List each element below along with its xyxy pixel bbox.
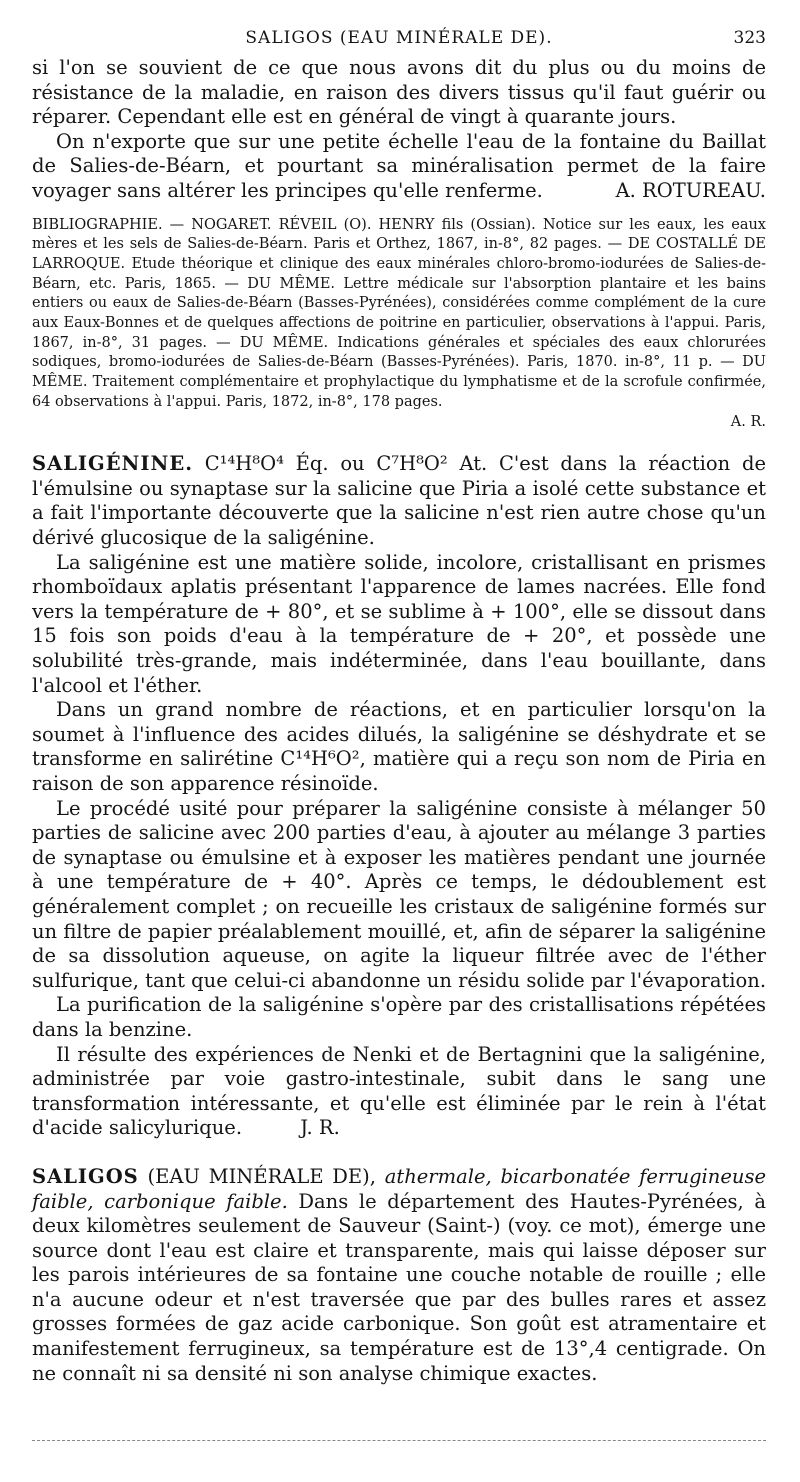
paragraph: On n'exporte que sur une petite échelle l'eau de la fontaine du Baillat de Salies-de-Béarn, et pourtant sa minéralisation permet de la faire voyager sans altérer les principes qu'elle renferme.: [32, 129, 766, 202]
bibliography-label: BIBLIOGRAPHIE.: [32, 216, 163, 233]
paragraph: Dans un grand nombre de réactions, et en particulier lorsqu'on la soumet à l'influence des acides dilués, la saligénine se déshydrate et se transforme en salirétine C¹⁴H⁶O², matière qui a reçu son nom de Piria en raison de son apparence résinoïde.: [32, 698, 766, 796]
paragraph: Le procédé usité pour préparer la saligénine consiste à mélanger 50 parties de salicine avec 200 parties d'eau, à ajouter au mélange 3 parties de synaptase ou émulsine et à exposer les matières pendant une journée à une température de + 40°. Après ce temps, le dédoublement est généralement complet ; on recueille les cristaux de saligénine formés sur un filtre de papier préalablement mouillé, et, afin de séparer la saligénine de sa dissolution aqueuse, on agite la liqueur filtrée avec de l'éther sulfurique, tant que celui-ci abandonne un résidu solide par l'évaporation.: [32, 796, 767, 992]
entry-qualifiers: athermale, bicarbonatée ferrugineuse faible, carbonique faible.: [32, 1164, 766, 1213]
paragraph: Dans le département des Hautes-Pyrénées, à deux kilomètres seulement de Sauveur (Saint-) (voy. ce mot), émerge une source dont l'eau est claire et transparente, mais qui laisse déposer sur les parois intérieures de sa fontaine une couche notable de rouille ; elle n'a aucune odeur et n'est traversée que par des bulles rares et assez grosses formées de gaz acide carbonique. Son goût est atramentaire et manifestement ferrugineux, sa température est de 13°,4 centigrade. On ne connaît ni sa densité ni son analyse chimique exactes.: [32, 1189, 766, 1385]
paragraph: La purification de la saligénine s'opère par des cristallisations répétées dans la benzine.: [32, 993, 766, 1041]
entry-saligenine: [32, 452, 766, 1141]
bibliography-signature: A. R.: [730, 413, 766, 430]
entry-headword: SALIGÉNINE.: [32, 452, 193, 476]
paragraph: La saligénine est une matière solide, incolore, cristallisant en prismes rhomboïdaux aplatis présentant l'apparence de lames nacrées. Elle fond vers la température de + 80°, et se sublime à + 100°, elle se dissout dans 15 fois son poids d'eau à la température de + 20°, et possède une solubilité très-grande, mais indéterminée, dans l'eau bouillante, dans l'alcool et l'éther.: [32, 550, 766, 697]
document-page: [32, 28, 766, 1386]
entry-saligos: [32, 1165, 766, 1386]
entry-lead: (EAU MINÉRALE DE),: [147, 1164, 376, 1188]
running-title: SALIGOS (EAU MINÉRALE DE).: [245, 28, 553, 48]
paragraph: Il résulte des expériences de Nenki et de Bertagnini que la saligénine, administrée par voie gastro-intestinale, subit dans le sang une transformation intéressante, et qu'elle est éliminée par le rein à l'état d'acide salicylurique.: [32, 1042, 766, 1140]
paragraph: si l'on se souvient de ce que nous avons dit du plus ou du moins de résistance de la maladie, en raison des divers tissus qu'il faut guérir ou réparer. Cependant elle est en général de vingt à quarante jours.: [32, 56, 766, 129]
author-signature: A. ROTUREAU.: [615, 178, 766, 202]
paragraph: C'est dans la réaction de l'émulsine ou synaptase sur la salicine que Piria a isolé cette substance et a fait l'importante découverte que la salicine n'est rien autre chose qu'un dérivé glucosique de la saligénine.: [32, 452, 766, 550]
running-header: [32, 28, 766, 50]
entry-headword: SALIGOS: [32, 1164, 139, 1188]
page-footer-rule: [32, 1440, 766, 1442]
bibliography: [32, 216, 766, 413]
bibliography-text: — NOGARET. RÉVEIL (O). HENRY fils (Ossian). Notice sur les eaux, les eaux mères et les sels de Salies-de-Béarn. Paris et Orthez, 1867, in-8°, 82 pages. — DE COSTALLÉ DE LARROQUE. Etude théorique et clinique des eaux minérales chloro-bromo-iodurées de Salies-de-Béarn, etc. Paris, 1865. — DU MÊME. Lettre médicale sur l'absorption plantaire et les bains entiers ou eaux de Salies-de-Béarn (Basses-Pyrénées), considérées comme complément de la cure aux Eaux-Bonnes et de quelques affections de poitrine en particulier, observations à l'appui. Paris, 1867, in-8°, 31 pages. — DU MÊME. Indications générales et spéciales des eaux chlorurées sodiques, bromo-iodurées de Salies-de-Béarn (Basses-Pyrénées). Paris, 1870. in-8°, 11 p. — DU MÊME. Traitement complémentaire et prophylactique du lymphatisme et de la scrofule confirmée, 64 observations à l'appui. Paris, 1872, in-8°, 178 pages.: [32, 216, 766, 410]
author-signature: J. R.: [300, 1116, 340, 1140]
page-number: 323: [733, 28, 766, 48]
entry-salies-continuation: [32, 56, 766, 204]
chemical-formula: C¹⁴H⁸O⁴ Éq. ou C⁷H⁸O² At.: [204, 452, 488, 476]
